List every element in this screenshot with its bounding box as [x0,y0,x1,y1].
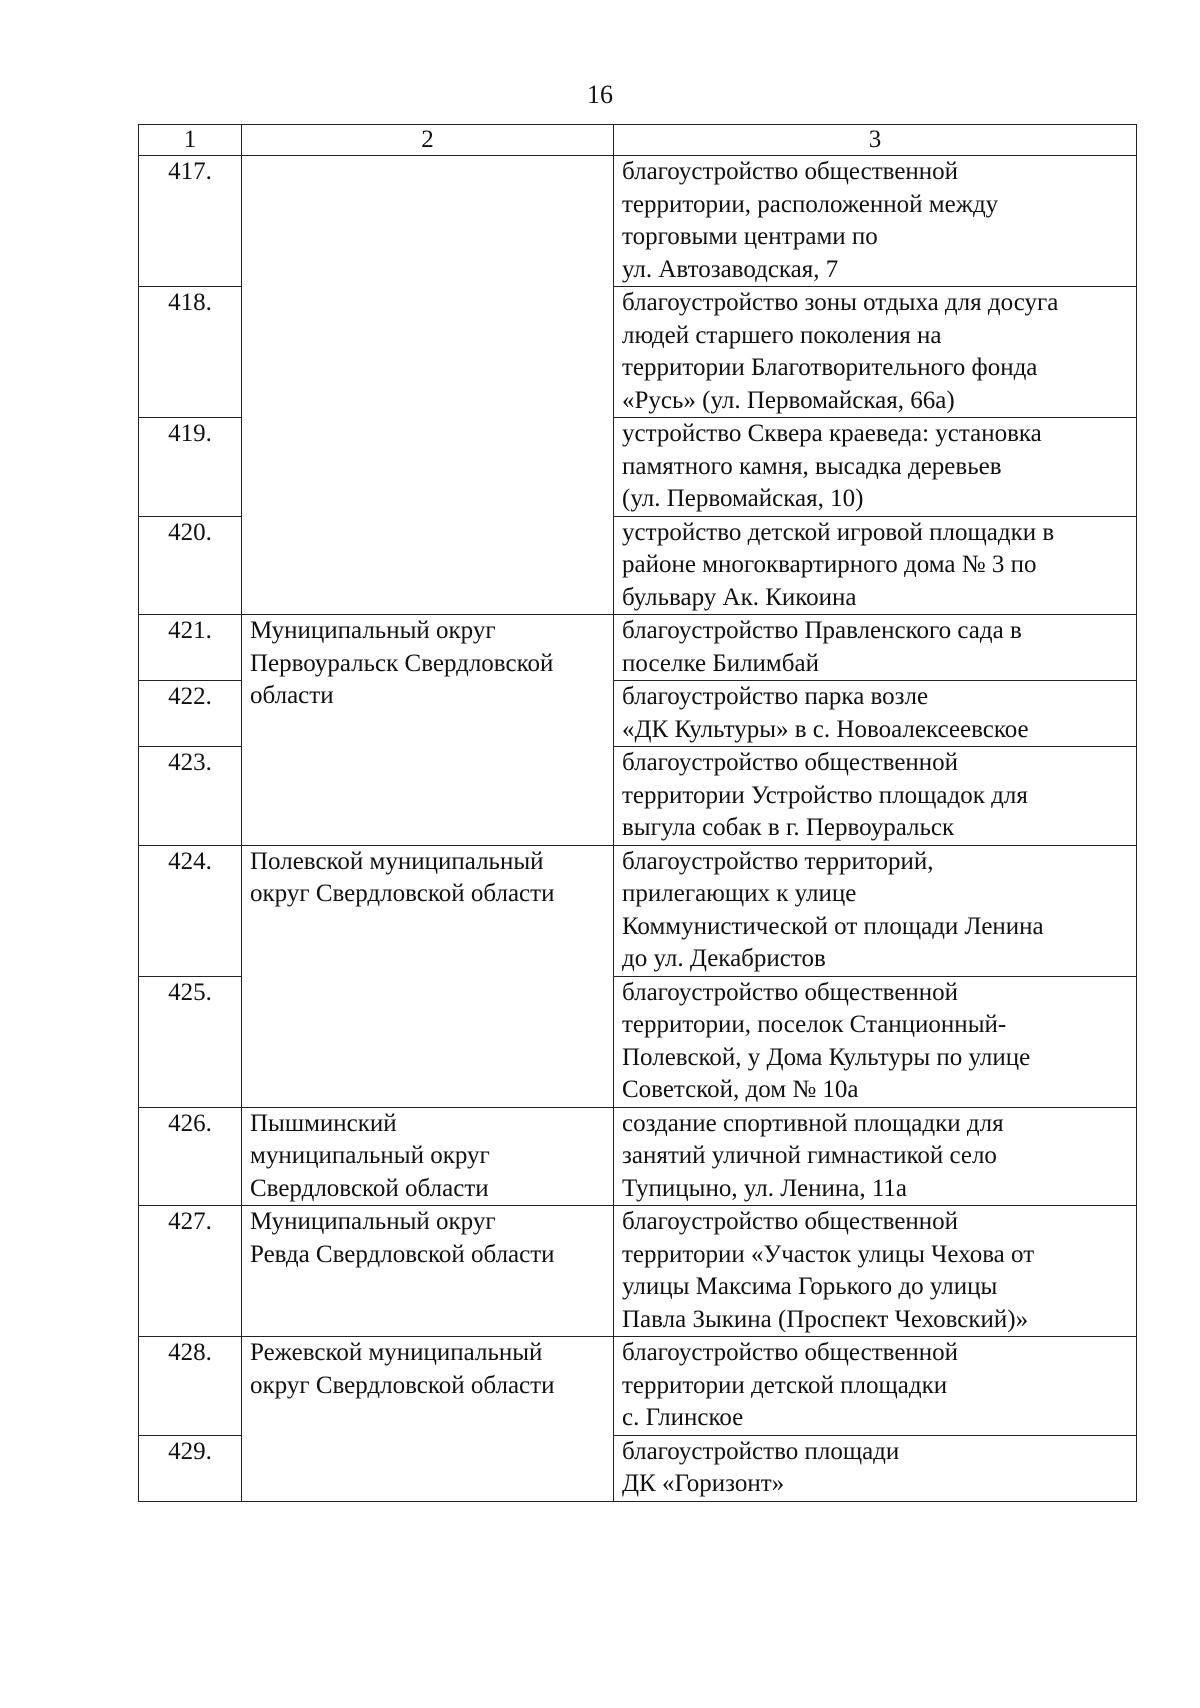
description-line: территории, поселок Станционный- [622,1011,1007,1038]
description-line: «Русь» (ул. Первомайская, 66а) [622,386,955,414]
description-line: территории Благотворительного фонда [622,354,1038,381]
description-line: занятий уличной гимнастикой село [622,1142,997,1169]
municipality-line: Первоуральск Свердловской [250,649,554,677]
municipality-line: Свердловской области [250,1174,489,1202]
description-cell [614,1337,1137,1436]
description-line: ДК «Горизонт» [622,1470,785,1497]
row-number: 419. [139,418,242,517]
description-line: территории Устройство площадок для [622,781,1028,809]
description-line: благоустройство зоны отдыха для досуга [622,289,1059,316]
description-line: Коммунистической от площади Ленина [622,912,1044,940]
table-row [139,156,1137,287]
description-line: районе многоквартирного дома № 3 по [622,551,1037,578]
description-line: устройство Сквера краеведа: установка [622,420,1042,447]
table-row [139,1206,1137,1337]
column-header-2: 2 [242,125,614,156]
description-line: ул. Автозаводская, 7 [622,255,839,283]
municipality-cell [242,1337,614,1502]
municipality-line: Режевской муниципальный [250,1339,543,1366]
description-line: торговыми центрами по [622,223,878,250]
row-number: 420. [139,516,242,615]
municipality-line: Муниципальный округ [250,1208,496,1235]
description-line: «ДК Культуры» в с. Новоалексеевское [622,715,1029,743]
description-cell [614,845,1137,976]
row-number: 421. [139,615,242,681]
description-line: с. Глинское [622,1404,744,1431]
municipality-line: округ Свердловской области [250,1371,555,1399]
description-line: (ул. Первомайская, 10) [622,485,864,512]
municipality-line: Муниципальный округ [250,617,496,644]
description-line: устройство детской игровой площадки в [622,518,1055,546]
table-header-row [139,125,1137,156]
description-line: Павла Зыкина (Проспект Чеховский)» [622,1305,1029,1333]
municipality-cell [242,1206,614,1337]
description-cell [614,287,1137,418]
description-line: благоустройство парка возле [622,683,929,710]
registry-table [138,124,1137,1502]
description-cell [614,747,1137,846]
description-line: выгула собак в г. Первоуральск [622,814,955,841]
description-cell [614,681,1137,747]
description-line: прилегающих к улице [622,880,857,907]
municipality-line: муниципальный округ [250,1142,490,1169]
table-row [139,845,1137,976]
row-number: 424. [139,845,242,976]
table-row [139,1337,1137,1436]
description-line: памятного камня, высадка деревьев [622,452,1002,480]
description-line: бульвару Ак. Кикоина [622,583,857,611]
row-number: 428. [139,1337,242,1436]
description-cell [614,156,1137,287]
description-line: благоустройство территорий, [622,847,934,875]
description-line: благоустройство Правленского сада в [622,617,1022,644]
description-line: Советской, дом № 10а [622,1076,859,1103]
column-header-1: 1 [139,125,242,156]
municipality-line: округ Свердловской области [250,880,555,907]
row-number: 425. [139,976,242,1107]
row-number: 429. [139,1435,242,1501]
municipality-cell [242,1107,614,1206]
description-line: Тупицыно, ул. Ленина, 11а [622,1174,907,1202]
row-number: 423. [139,747,242,846]
description-cell [614,1435,1137,1501]
description-cell [614,1107,1137,1206]
description-line: благоустройство общественной [622,978,959,1006]
table-row [139,1107,1137,1206]
column-header-3: 3 [614,125,1137,156]
row-number: 418. [139,287,242,418]
description-cell [614,1206,1137,1337]
page-number: 16 [587,80,613,109]
description-line: создание спортивной площадки для [622,1109,1004,1137]
municipality-line: Ревда Свердловской области [250,1240,555,1268]
description-line: до ул. Декабристов [622,945,826,972]
description-cell [614,615,1137,681]
description-line: людей старшего поколения на [622,321,942,349]
municipality-line: Пышминский [250,1109,397,1137]
municipality-cell-empty [242,156,614,615]
municipality-cell [242,615,614,846]
description-line: поселке Билимбай [622,649,819,677]
municipality-line: области [250,682,334,709]
description-cell [614,418,1137,517]
description-cell [614,516,1137,615]
description-line: благоустройство общественной [622,1208,959,1235]
description-cell [614,976,1137,1107]
description-line: улицы Максима Горького до улицы [622,1273,998,1300]
description-line: территории, расположенной между [622,190,999,218]
table-row [139,615,1137,681]
row-number: 422. [139,681,242,747]
description-line: благоустройство общественной [622,1339,959,1366]
description-line: благоустройство площади [622,1437,900,1465]
row-number: 427. [139,1206,242,1337]
row-number: 426. [139,1107,242,1206]
row-number: 417. [139,156,242,287]
description-line: Полевской, у Дома Культуры по улице [622,1043,1031,1071]
description-line: благоустройство общественной [622,158,959,185]
description-line: благоустройство общественной [622,749,959,776]
description-line: территории детской площадки [622,1371,948,1399]
description-line: территории «Участок улицы Чехова от [622,1240,1035,1268]
municipality-line: Полевской муниципальный [250,847,544,875]
municipality-cell [242,845,614,1107]
